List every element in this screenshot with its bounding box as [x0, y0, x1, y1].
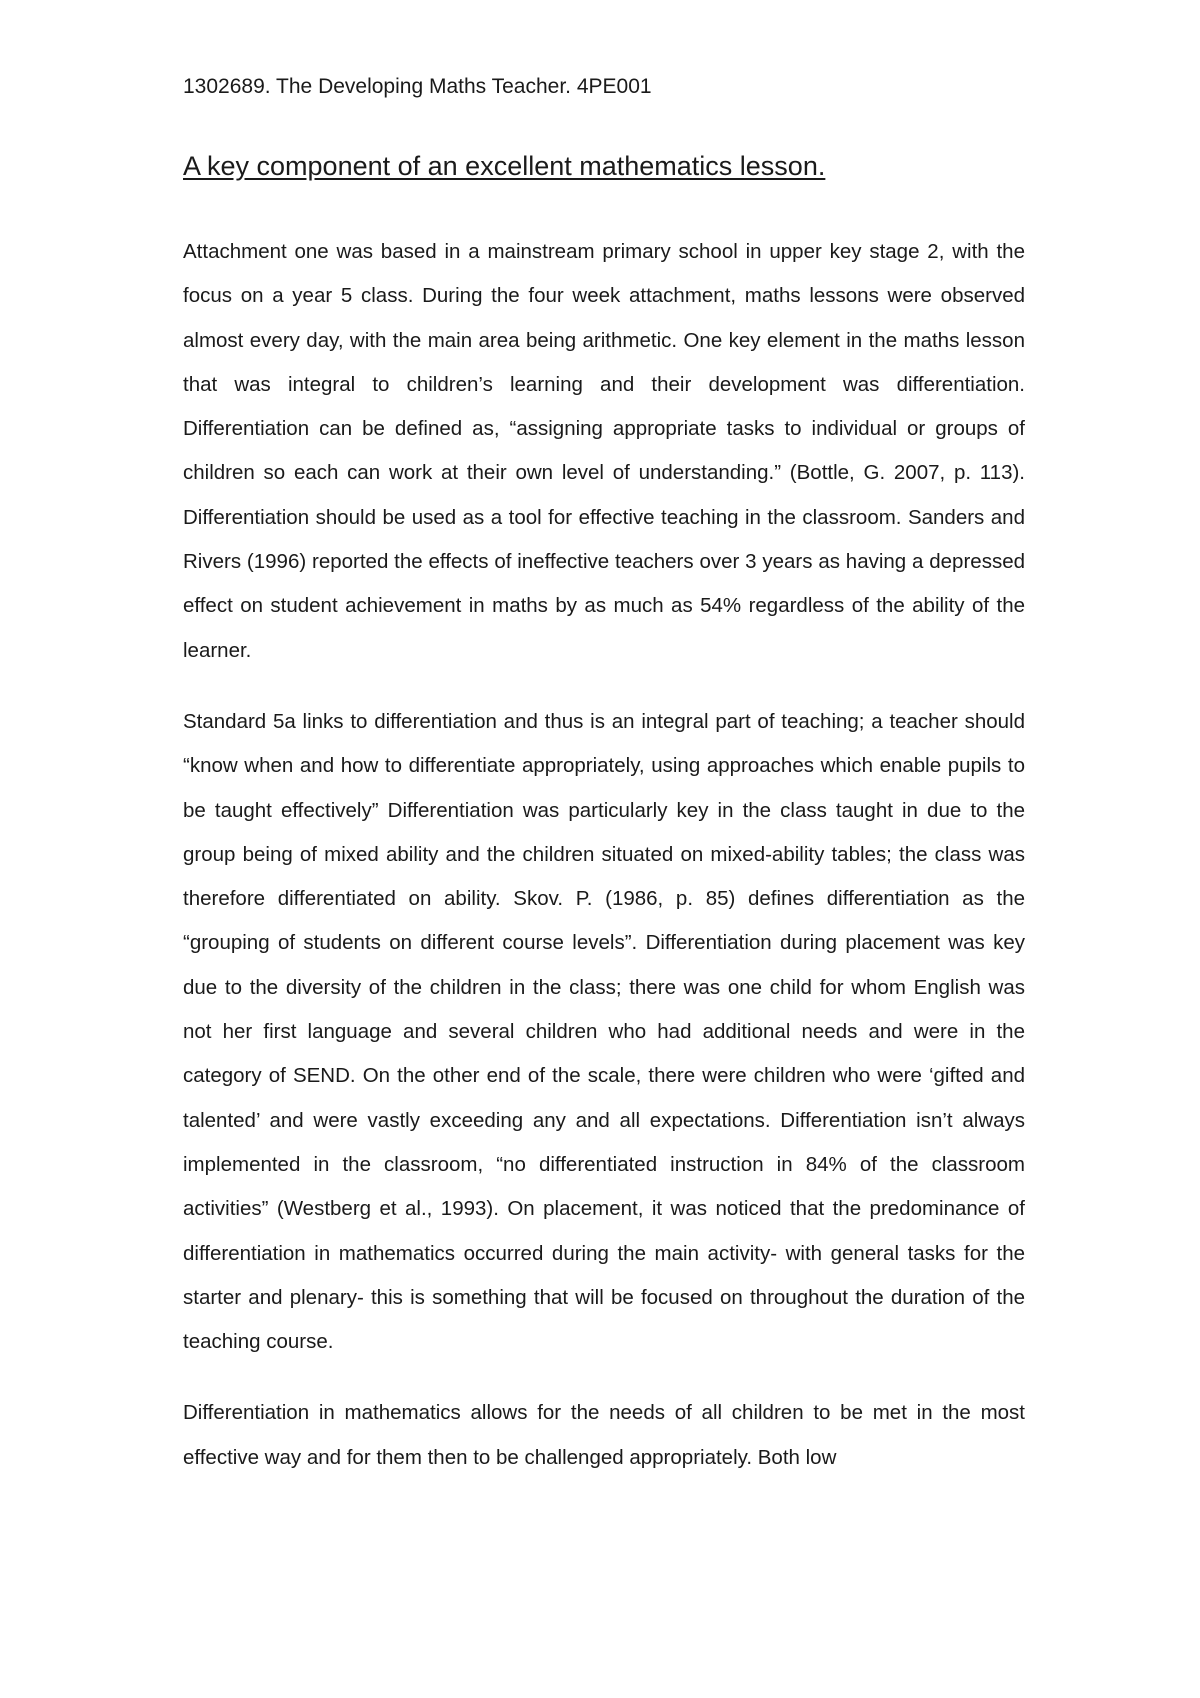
- paragraph-attachment: Attachment one was based in a mainstream primary school in upper key stage 2, with the focus on a year 5 class. During the four week attachment, maths lessons were observed almost every day, with the main area being arithmetic. One key element in the maths lesson that was integral to children’s learning and their development was differentiation. Differentiation can be defined as, “assigning appropriate tasks to individual or groups of children so each can work at their own level of understanding.” (Bottle, G. 2007, p. 113). Differentiation should be used as a tool for effective teaching in the classroom. Sanders and Rivers (1996) reported the effects of ineffective teachers over 3 years as having a depressed effect on student achievement in maths by as much as 54% regardless of the ability of the learner.: [183, 240, 1025, 662]
- paragraph-standard-5a: Standard 5a links to differentiation and thus is an integral part of teaching; a teacher should “know when and how to differentiate appropriately, using approaches which enable pupils to be taught effectively” Differentiation was particularly key in the class taught in due to the group being of mixed ability and the children situated on mixed-ability tables; the class was therefore differentiated on ability. Skov. P. (1986, p. 85) defines differentiation as the “grouping of students on different course levels”. Differentiation during placement was key due to the diversity of the children in the class; there was one child for whom English was not her first language and several children who had additional needs and were in the category of SEND. On the other end of the scale, there were children who were ‘gifted and talented’ and were vastly exceeding any and all expectations. Differentiation isn’t always implemented in the classroom, “no differentiated instruction in 84% of the classroom activities” (Westberg et al., 1993). On placement, it was noticed that the predominance of differentiation in mathematics occurred during the main activity- with general tasks for the starter and plenary- this is something that will be focused on throughout the duration of the teaching course.: [183, 709, 1025, 1354]
- document-body: [183, 230, 1025, 1507]
- document-title: A key component of an excellent mathematics lesson.: [183, 151, 826, 181]
- document-header: 1302689. The Developing Maths Teacher. 4PE001: [183, 75, 652, 98]
- paragraph-differentiation-in-maths: Differentiation in mathematics allows for the needs of all children to be met in the most effective way and for them then to be challenged appropriately. Both low: [183, 1401, 1025, 1469]
